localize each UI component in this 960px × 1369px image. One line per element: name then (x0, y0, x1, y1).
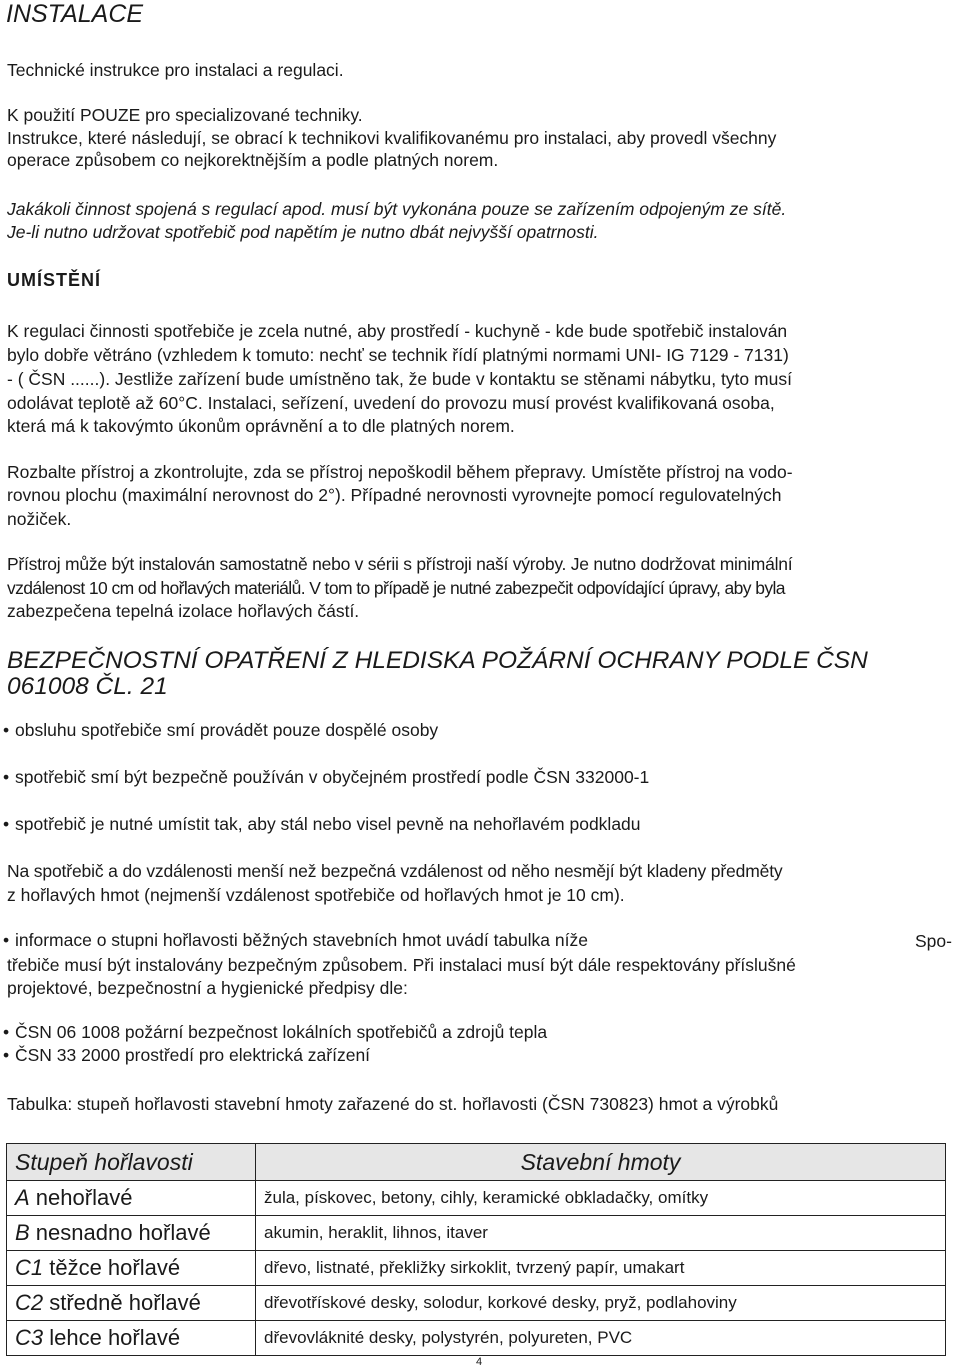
bullet-icon: • (3, 814, 10, 834)
placement-para1-line: bylo dobře větráno (vzhledem k tomuto: nechť se technik řídí platnými normami UNI- IG 7129 - 7131) (7, 345, 789, 365)
placement-para1-line: odolávat teplotě až 60°C. Instalaci, seřízení, uvedení do provozu musí provést kvalifikovaná osoba, (7, 393, 775, 413)
grade-label: nehořlavé (29, 1185, 133, 1210)
bullet-icon: • (3, 1022, 10, 1042)
norm-bullet (3, 1045, 370, 1066)
safety-heading-line: BEZPEČNOSTNÍ OPATŘENÍ Z HLEDISKA POŽÁRNÍ OCHRANY PODLE ČSN (7, 647, 868, 674)
placement-para3-line: vzdálenost 10 cm od hořlavých materiálů. V tom to případě je nutné zabezpečit odpovídající úpravy, aby byla (7, 578, 785, 598)
bullet-text: ČSN 06 1008 požární bezpečnost lokálních spotřebičů a zdrojů tepla (15, 1022, 548, 1042)
distance-note-line: Na spotřebič a do vzdálenosti menší než bezpečná vzdálenost od něho nesmějí být kladeny předměty (7, 861, 783, 881)
distance-note-line: z hořlavých hmot (nejmenší vzdálenost spotřebiče od hořlavých hmot je 10 cm). (7, 885, 625, 905)
materials-cell: dřevo, listnaté, překližky sirkoklit, tvrzený papír, umakart (256, 1251, 946, 1286)
table-header-row (7, 1144, 946, 1181)
grade-code: C2 (15, 1290, 44, 1315)
bullet-icon: • (3, 930, 10, 950)
table-header-cell: Stavební hmoty (256, 1144, 946, 1181)
notice-line: operace způsobem co nejkorektnějším a podle platných norem. (7, 150, 499, 170)
info-bullet-line: třebiče musí být instalovány bezpečným způsobem. Při instalaci musí být dále respektovány příslušné (7, 955, 796, 975)
table-row (7, 1251, 946, 1286)
norm-bullet (3, 1022, 547, 1043)
grade-label: lehce hořlavé (43, 1325, 181, 1350)
warning-line: Je-li nutno udržovat spotřebič pod napětím je nutno dbát nejvyšší opatrnosti. (7, 222, 599, 242)
placement-para3-line: zabezpečena tepelná izolace hořlavých částí. (7, 601, 360, 621)
bullet-text: spotřebič je nutné umístit tak, aby stál nebo visel pevně na nehořlavém podkladu (15, 814, 641, 834)
table-header-cell: Stupeň hořlavosti (7, 1144, 256, 1181)
info-bullet-continuation: Spo- (915, 931, 952, 951)
materials-cell: akumin, heraklit, lihnos, itaver (256, 1216, 946, 1251)
grade-label: těžce hořlavé (43, 1255, 181, 1280)
grade-cell (7, 1216, 256, 1251)
safety-bullet (3, 767, 649, 788)
table-row (7, 1216, 946, 1251)
table-row (7, 1321, 946, 1356)
table-row (7, 1286, 946, 1321)
grade-code: A (15, 1185, 30, 1210)
grade-cell (7, 1321, 256, 1356)
bullet-text: spotřebič smí být bezpečně používán v obyčejném prostředí podle ČSN 332000-1 (15, 767, 650, 787)
info-bullet (3, 930, 588, 951)
intro-text: Technické instrukce pro instalaci a regulaci. (7, 60, 344, 80)
placement-para2-line: nožiček. (7, 509, 72, 529)
safety-heading-line: 061008 ČL. 21 (7, 673, 168, 700)
materials-cell: dřevovláknité desky, polystyrén, polyureten, PVC (256, 1321, 946, 1356)
placement-para1-line: - ( ČSN ......). Jestliže zařízení bude umístněno tak, že bude v kontaktu se stěnami nábytku, tyto musí (7, 369, 792, 389)
materials-cell: žula, pískovec, betony, cihly, keramické obkladačky, omítky (256, 1181, 946, 1216)
placement-para2-line: rovnou plochu (maximální nerovnost do 2°). Případné nerovnosti vyrovnejte pomocí regulovatelných (7, 485, 782, 505)
grade-cell (7, 1251, 256, 1286)
placement-para3-line: Přístroj může být instalován samostatně nebo v sérii s přístroji naší výroby. Je nutno dodržovat minimální (7, 554, 793, 574)
table-row (7, 1181, 946, 1216)
page-number: 4 (476, 1356, 483, 1368)
grade-code: B (15, 1220, 30, 1245)
page-title: INSTALACE (6, 0, 144, 28)
bullet-icon: • (3, 767, 10, 787)
flammability-table (6, 1143, 946, 1356)
notice-line: K použití POUZE pro specializované techniky. (7, 105, 363, 125)
grade-label: nesnadno hořlavé (29, 1220, 211, 1245)
materials-cell: dřevotřískové desky, solodur, korkové desky, pryž, podlahoviny (256, 1286, 946, 1321)
safety-bullet (3, 814, 641, 835)
table-caption: Tabulka: stupeň hořlavosti stavební hmoty zařazené do st. hořlavosti (ČSN 730823) hmot a výrobků (7, 1094, 779, 1114)
placement-para2-line: Rozbalte přístroj a zkontrolujte, zda se přístroj nepoškodil během přepravy. Umístěte přístroj na vodo- (7, 462, 793, 482)
warning-line: Jakákoli činnost spojená s regulací apod. musí být vykonána pouze se zařízením odpojeným ze sítě. (7, 199, 787, 219)
bullet-text: ČSN 33 2000 prostředí pro elektrická zařízení (15, 1045, 371, 1065)
bullet-icon: • (3, 720, 10, 740)
bullet-text: obsluhu spotřebiče smí provádět pouze dospělé osoby (15, 720, 439, 740)
placement-para1-line: která má k takovýmto úkonům oprávnění a to dle platných norem. (7, 416, 515, 436)
notice-line: Instrukce, které následují, se obrací k technikovi kvalifikovanému pro instalaci, aby provedl všechny (7, 128, 777, 148)
grade-cell (7, 1181, 256, 1216)
grade-label: středně hořlavé (43, 1290, 201, 1315)
grade-code: C3 (15, 1325, 44, 1350)
section-heading-placement: UMÍSTĚNÍ (7, 270, 102, 290)
grade-cell (7, 1286, 256, 1321)
placement-para1-line: K regulaci činnosti spotřebiče je zcela nutné, aby prostředí - kuchyně - kde bude spotřebič instalován (7, 321, 788, 341)
bullet-icon: • (3, 1045, 10, 1065)
grade-code: C1 (15, 1255, 44, 1280)
bullet-text: informace o stupni hořlavosti běžných stavebních hmot uvádí tabulka níže (15, 930, 588, 950)
safety-bullet (3, 720, 438, 741)
info-bullet-line: projektové, bezpečnostní a hygienické předpisy dle: (7, 978, 408, 998)
